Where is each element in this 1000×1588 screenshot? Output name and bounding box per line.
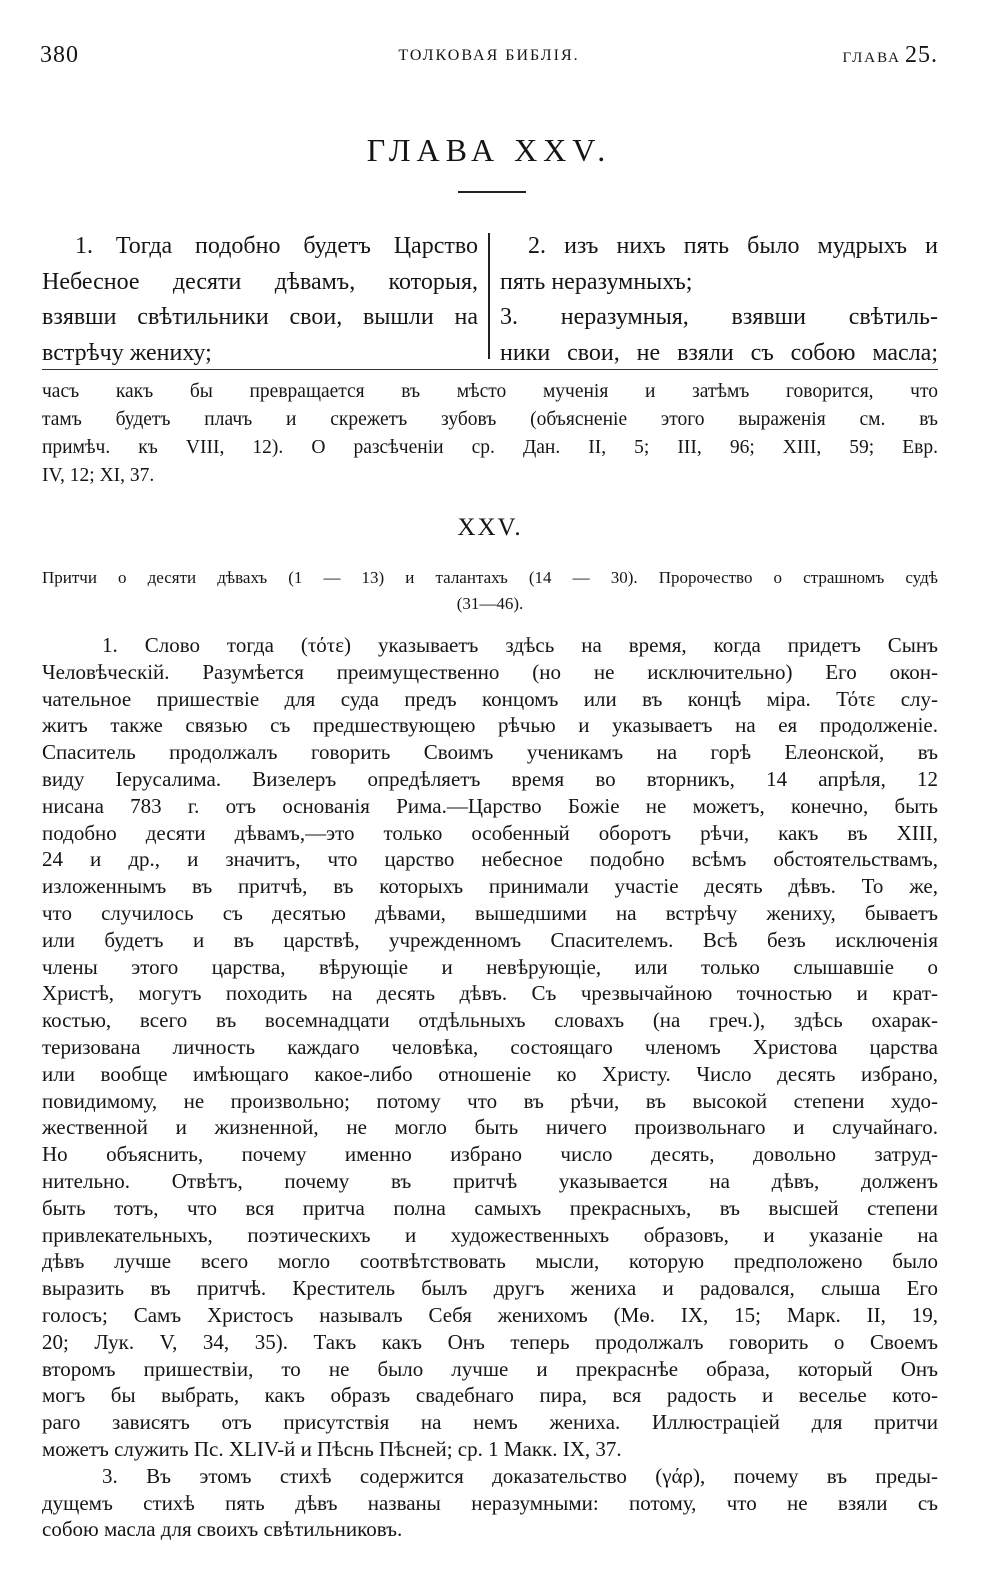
commentary-line: Христѣ, могутъ походить на десять дѣвъ. Съ чрезвычайною точностью и крат-: [42, 981, 938, 1006]
commentary-line: изложеннымъ въ притчѣ, въ которыхъ принимали участіе десять дѣвъ. То же,: [42, 874, 938, 899]
page-number: 380: [40, 42, 79, 68]
verse-line: ники свои, не взяли съ собою масла;: [500, 339, 938, 366]
note-line: IV, 12; XI, 37.: [42, 465, 155, 486]
section-heading: XXV.: [457, 514, 523, 541]
commentary-line: 20; Лук. V, 34, 35). Такъ какъ Онъ теперь продолжалъ говорить о Своемъ: [42, 1329, 938, 1354]
commentary-line: житъ также связью съ предшествующею рѣчью и указываетъ на ея продолженіе.: [42, 713, 938, 738]
verse-line: 3. неразумныя, взявши свѣтиль-: [500, 304, 938, 330]
commentary-line: подобно десяти дѣвамъ,—это только особенный оборотъ рѣчи, какъ въ XIII,: [42, 820, 938, 845]
commentary-line: могъ бы выбрать, какъ образъ свадебнаго пира, вся радость и веселье кото-: [42, 1383, 938, 1408]
verse-line: пять неразумныхъ;: [500, 268, 693, 295]
header-chapter-number: 25.: [905, 42, 938, 68]
commentary-line: члены этого царства, вѣрующіе и невѣрующіе, или только слышавшіе о: [42, 954, 938, 979]
commentary-line: костью, всего въ восемнадцати отдѣльныхъ словахъ (на греч.), здѣсь охарак-: [42, 1008, 938, 1033]
verse-line: взявши свѣтильники свои, вышли на: [42, 304, 478, 330]
column-divider: [488, 233, 490, 359]
commentary-line: виду Іерусалима. Визелеръ опредѣляетъ время во вторникъ, 14 апрѣля, 12: [42, 766, 938, 791]
commentary-line: быть тотъ, что вся притча полна самыхъ прекрасныхъ, въ высшей степени: [42, 1195, 938, 1220]
verse-line: встрѣчу жениху;: [42, 339, 212, 366]
summary-line: Притчи о десяти дѣвахъ (1 — 13) и талантахъ (14 — 30). Пророчество о страшномъ судѣ: [42, 568, 938, 587]
section-summary: [42, 565, 938, 617]
header-chapter-word: ГЛАВА: [842, 50, 901, 66]
commentary-paragraph-verse-1: [42, 632, 938, 1463]
commentary-paragraph-verse-3: [42, 1463, 938, 1543]
commentary-line: нительно. Отвѣтъ, почему въ притчѣ указывается на дѣвъ, долженъ: [42, 1168, 938, 1193]
commentary-line: что случилось съ десятью дѣвами, вышедшими на встрѣчу жениху, бываетъ: [42, 900, 938, 925]
commentary-line: Человѣческій. Разумѣется преимущественно (но не исключительно) Его окон-: [42, 659, 938, 684]
verse-line: 2. изъ нихъ пять было мудрыхъ и: [528, 233, 938, 259]
carryover-note: [42, 378, 938, 490]
verse-line: Небесное десяти дѣвамъ, которыя,: [42, 268, 478, 295]
commentary-line: второмъ пришествіи, то не было лучше и прекраснѣе образа, который Онъ: [42, 1356, 938, 1381]
commentary-line: выразить въ притчѣ. Креститель былъ другъ жениха и радовался, слыша Его: [42, 1276, 938, 1301]
note-line: примѣч. къ VIII, 12). О разсѣченіи ср. Дан. II, 5; III, 96; XIII, 59; Евр.: [42, 437, 938, 458]
commentary-line: повидимому, не произвольно; потому что въ рѣчи, въ высокой степени худо-: [42, 1088, 938, 1113]
commentary-line: нисана 783 г. отъ основанія Рима.—Царство Божіе не можетъ, конечно, быть: [42, 793, 938, 818]
separator-rule: [42, 369, 938, 370]
commentary-line: чательное пришествіе для суда предъ концомъ или въ концѣ міра. Τότε слу-: [42, 686, 938, 711]
commentary-line: или вообще имѣющаго какое-либо отношеніе ко Христу. Число десять избрано,: [42, 1061, 938, 1086]
commentary-line: жественной и жизненной, не могло быть ничего произвольнаго и случайнаго.: [42, 1115, 938, 1140]
verse-block: [42, 229, 938, 371]
commentary-line: дѣвъ лучше всего могло соотвѣтствовать мысли, которую предположено было: [42, 1249, 938, 1274]
note-line: часъ какъ бы превращается въ мѣсто мученія и затѣмъ говорится, что: [42, 381, 938, 402]
running-title: ТОЛКОВАЯ БИБЛІЯ.: [398, 47, 580, 64]
commentary-line: теризована личность каждаго человѣка, состоящаго членомъ Христова царства: [42, 1034, 938, 1059]
commentary-line: 24 и др., и значитъ, что царство небесное подобно всѣмъ обстоятельствамъ,: [42, 847, 938, 872]
verse-column-right: [500, 229, 938, 371]
header-chapter: [843, 38, 938, 75]
verse-column-left: [42, 229, 478, 371]
commentary-line: Спаситель продолжалъ говорить Своимъ ученикамъ на горѣ Елеонской, въ: [42, 740, 938, 765]
commentary: [42, 632, 938, 1543]
commentary-line: собою масла для своихъ свѣтильниковъ.: [42, 1517, 403, 1542]
commentary-line: или будетъ и въ царствѣ, учрежденномъ Спасителемъ. Всѣ безъ исключенія: [42, 927, 938, 952]
summary-line: (31—46).: [456, 594, 524, 613]
commentary-line: 3. Въ этомъ стихѣ содержится доказательство (γάρ), почему въ преды-: [102, 1463, 938, 1488]
commentary-line: дущемъ стихѣ пять дѣвъ названы неразумными: потому, что не взяли съ: [42, 1490, 938, 1515]
note-line: тамъ будетъ плачъ и скрежетъ зубовъ (объясненіе этого выраженія см. въ: [42, 409, 938, 430]
chapter-title: ГЛАВА XXV.: [366, 132, 612, 168]
commentary-line: голосъ; Самъ Христосъ называлъ Себя женихомъ (Мѳ. IX, 15; Марк. II, 19,: [42, 1302, 938, 1327]
commentary-line: 1. Слово тогда (τότε) указываетъ здѣсь на время, когда придетъ Сынъ: [102, 633, 938, 657]
commentary-line: можетъ служить Пс. XLIV-й и Пѣснь Пѣсней; ср. 1 Макк. IX, 37.: [42, 1436, 622, 1461]
verse-line: 1. Тогда подобно будетъ Царство: [75, 233, 478, 259]
commentary-line: привлекательныхъ, поэтическихъ и художественныхъ образовъ, и указаніе на: [42, 1222, 938, 1247]
commentary-line: Но объяснить, почему именно избрано число десять, довольно затруд-: [42, 1142, 938, 1167]
running-header: [40, 38, 938, 72]
commentary-line: раго зависятъ отъ присутствія на немъ жениха. Иллюстраціей для притчи: [42, 1410, 938, 1435]
title-rule: [458, 191, 526, 193]
